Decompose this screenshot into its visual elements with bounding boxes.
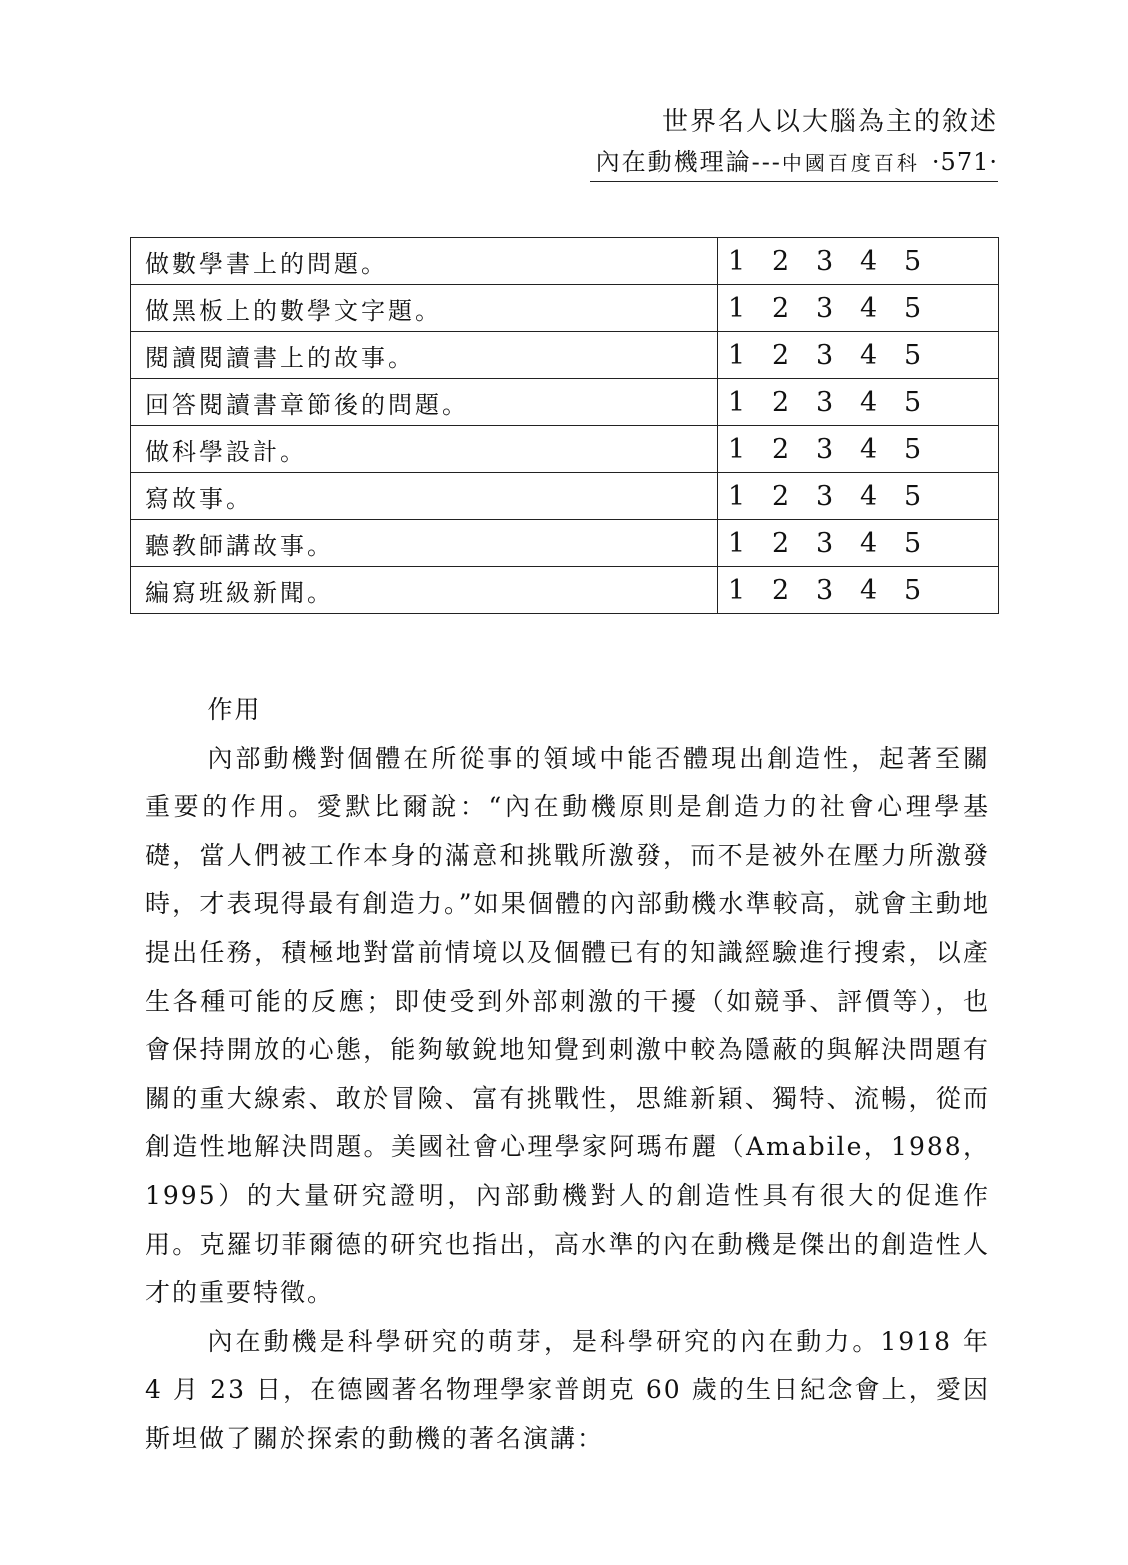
scale-value: 4 bbox=[860, 292, 878, 324]
scale-value: 4 bbox=[860, 245, 878, 277]
scale-value: 3 bbox=[816, 480, 834, 512]
scale-value: 1 bbox=[728, 339, 746, 371]
paragraph: 內部動機對個體在所從事的領域中能否體現出創造性，起著至關重要的作用。愛默比爾說：“內在動機原則是創造力的社會心理學基礎，當人們被工作本身的滿意和挑戰所激發，而不是被外在壓力所激發時，才表現得最有創造力。”如果個體的內部動機水準較高，就會主動地提出任務，積極地對當前情境以及個體已有的知識經驗進行搜索，以產生各種可能的反應；即使受到外部刺激的干擾（如競爭、評價等），也會保持開放的心態，能夠敏銳地知覺到刺激中較為隱蔽的與解決問題有關的重大線索、敢於冒險、富有挑戰性，思維新穎、獨特、流暢，從而創造性地解決問題。美國社會心理學家阿瑪布麗（Amabile，1988，1995）的大量研究證明，內部動機對人的創造性具有很大的促進作用。克羅切菲爾德的研究也指出，高水準的內在動機是傑出的創造性人才的重要特徵。 bbox=[145, 743, 990, 1308]
survey-item: 閱讀閱讀書上的故事。 bbox=[131, 332, 718, 379]
scale-value: 4 bbox=[860, 339, 878, 371]
rating-scale bbox=[718, 285, 999, 332]
scale-value: 5 bbox=[904, 527, 922, 559]
table-row bbox=[131, 332, 999, 379]
rating-scale bbox=[718, 379, 999, 426]
scale-value: 2 bbox=[772, 433, 790, 465]
rating-scale bbox=[718, 426, 999, 473]
table-row bbox=[131, 426, 999, 473]
rating-scale bbox=[718, 473, 999, 520]
table-row bbox=[131, 473, 999, 520]
scale-value: 3 bbox=[816, 339, 834, 371]
running-header bbox=[590, 100, 998, 182]
scale-value: 1 bbox=[728, 433, 746, 465]
scale-value: 5 bbox=[904, 292, 922, 324]
scale-value: 2 bbox=[772, 480, 790, 512]
scale-value: 5 bbox=[904, 433, 922, 465]
section-title: 內在動機理論--- bbox=[595, 148, 782, 176]
table-row bbox=[131, 520, 999, 567]
scale-value: 4 bbox=[860, 527, 878, 559]
scale-value: 3 bbox=[816, 433, 834, 465]
survey-item: 做數學書上的問題。 bbox=[131, 238, 718, 285]
scale-value: 3 bbox=[816, 527, 834, 559]
scale-value: 5 bbox=[904, 245, 922, 277]
book-title: 世界名人以大腦為主的敘述 bbox=[661, 107, 998, 137]
scale-value: 1 bbox=[728, 245, 746, 277]
scale-value: 2 bbox=[772, 339, 790, 371]
scale-value: 1 bbox=[728, 480, 746, 512]
scale-value: 1 bbox=[728, 527, 746, 559]
scale-value: 1 bbox=[728, 386, 746, 418]
source-name: 中國百度百科 bbox=[781, 151, 920, 175]
chapter-line bbox=[590, 144, 998, 182]
rating-table bbox=[130, 237, 999, 614]
survey-item: 做科學設計。 bbox=[131, 426, 718, 473]
scale-value: 4 bbox=[860, 386, 878, 418]
scale-value: 5 bbox=[904, 574, 922, 606]
table-row bbox=[131, 567, 999, 614]
section-heading: 作用 bbox=[207, 695, 262, 724]
scale-value: 3 bbox=[816, 574, 834, 606]
scale-value: 5 bbox=[904, 480, 922, 512]
body-text bbox=[145, 686, 990, 1464]
paragraph: 內在動機是科學研究的萌芽，是科學研究的內在動力。1918 年 4 月 23 日，在德國著名物理學家普朗克 60 歲的生日紀念會上，愛因斯坦做了關於探索的動機的著名演講： bbox=[145, 1326, 990, 1453]
survey-item: 編寫班級新聞。 bbox=[131, 567, 718, 614]
scale-value: 3 bbox=[816, 292, 834, 324]
table-row bbox=[131, 285, 999, 332]
survey-item: 做黑板上的數學文字題。 bbox=[131, 285, 718, 332]
rating-scale bbox=[718, 238, 999, 285]
scale-value: 1 bbox=[728, 292, 746, 324]
scale-value: 2 bbox=[772, 386, 790, 418]
scale-value: 4 bbox=[860, 574, 878, 606]
rating-scale bbox=[718, 567, 999, 614]
scale-value: 2 bbox=[772, 574, 790, 606]
table-row bbox=[131, 379, 999, 426]
scale-value: 4 bbox=[860, 480, 878, 512]
survey-item: 回答閱讀書章節後的問題。 bbox=[131, 379, 718, 426]
scale-value: 5 bbox=[904, 339, 922, 371]
scale-value: 3 bbox=[816, 245, 834, 277]
scale-value: 2 bbox=[772, 527, 790, 559]
scale-value: 5 bbox=[904, 386, 922, 418]
page-number: ·571· bbox=[931, 148, 998, 176]
scale-value: 2 bbox=[772, 245, 790, 277]
survey-item: 聽教師講故事。 bbox=[131, 520, 718, 567]
scale-value: 3 bbox=[816, 386, 834, 418]
scale-value: 2 bbox=[772, 292, 790, 324]
rating-scale bbox=[718, 520, 999, 567]
scale-value: 4 bbox=[860, 433, 878, 465]
table-row bbox=[131, 238, 999, 285]
rating-scale bbox=[718, 332, 999, 379]
scale-value: 1 bbox=[728, 574, 746, 606]
survey-item: 寫故事。 bbox=[131, 473, 718, 520]
